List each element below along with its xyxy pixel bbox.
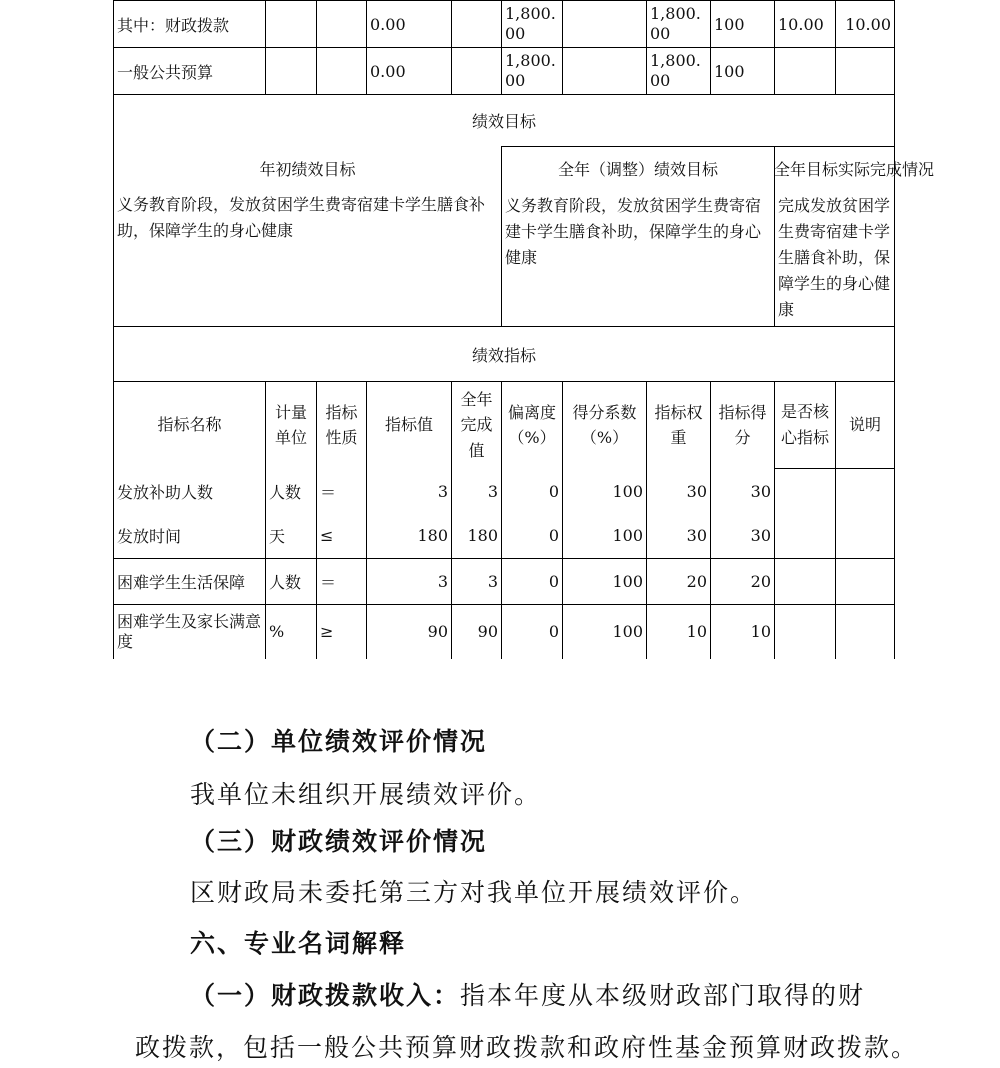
header-cell: 是否核心指标 (775, 382, 836, 469)
header-cell: 偏离度（%） (502, 382, 563, 469)
header-cell: 说明 (836, 382, 895, 469)
funding-value: 1,800.00 (502, 1, 563, 48)
term-title: （一）财政拨款收入： (190, 981, 461, 1010)
header-cell: 指标得分 (711, 382, 775, 469)
initial-goal-cell (114, 147, 502, 327)
indicator-row: 困难学生及家长满意度 % ≥ 90 90 0 100 10 10 (114, 605, 895, 659)
funding-row (114, 1, 895, 48)
funding-value: 100 (711, 48, 775, 95)
indicator-row: 困难学生生活保障 人数 ＝ 3 3 0 100 20 20 (114, 559, 895, 605)
term-definition-line: （一）财政拨款收入：指本年度从本级财政部门取得的财 (190, 981, 866, 1010)
adjusted-goal-heading: 全年（调整）绩效目标 (557, 160, 718, 179)
actual-goal-cell (774, 147, 935, 327)
paragraph-finance-evaluation: 区财政局未委托第三方对我单位开展绩效评价。 (190, 878, 758, 907)
indicator-row: 发放补助人数 人数 ＝ 3 3 0 100 30 30 (114, 469, 895, 514)
funding-value: 10.00 (836, 1, 895, 48)
performance-table (113, 0, 935, 659)
initial-goal-heading: 年初绩效目标 (259, 159, 356, 179)
funding-value: 10.00 (775, 1, 836, 48)
indicator-row: 发放时间 天 ≤ 180 180 0 100 30 30 (114, 514, 895, 559)
funding-label: 其中：财政拨款 (114, 1, 266, 48)
indicator-header-row (114, 382, 895, 469)
adjusted-goal-cell (502, 147, 775, 327)
term-definition-continuation: 政拨款，包括一般公共预算财政拨款和政府性基金预算财政拨款。 (135, 1033, 919, 1062)
funding-value: 1,800.00 (502, 48, 563, 95)
heading-finance-evaluation: （三）财政绩效评价情况 (190, 827, 488, 856)
header-cell: 指标性质 (317, 382, 367, 469)
heading-terms: 六、专业名词解释 (190, 929, 407, 958)
initial-goal-text: 义务教育阶段，发放贫困学生费寄宿建卡学生膳食补助，保障学生的身心健康 (117, 195, 486, 241)
header-cell: 计量单位 (266, 382, 317, 469)
actual-goal-heading: 全年目标实际完成情况 (774, 160, 935, 179)
header-cell: 得分系数（%） (563, 382, 647, 469)
goals-section-title: 绩效目标 (114, 95, 895, 147)
heading-unit-evaluation: （二）单位绩效评价情况 (190, 727, 488, 756)
header-cell: 指标值 (367, 382, 452, 469)
funding-value: 1,800.00 (647, 1, 711, 48)
paragraph-unit-evaluation: 我单位未组织开展绩效评价。 (190, 780, 542, 809)
indicators-section-title: 绩效指标 (114, 327, 895, 382)
funding-value: 0.00 (367, 1, 452, 48)
header-cell: 全年完成值 (452, 382, 502, 469)
funding-value: 100 (711, 1, 775, 48)
funding-value: 1,800.00 (647, 48, 711, 95)
funding-row (114, 48, 895, 95)
header-cell: 指标名称 (114, 382, 266, 469)
header-cell: 指标权重 (647, 382, 711, 469)
adjusted-goal-text: 义务教育阶段，发放贫困学生费寄宿建卡学生膳食补助，保障学生的身心健康 (505, 195, 762, 267)
actual-goal-text: 完成发放贫困学生费寄宿建卡学生膳食补助，保障学生的身心健康 (778, 195, 891, 319)
funding-value: 0.00 (367, 48, 452, 95)
funding-label: 一般公共预算 (114, 48, 266, 95)
